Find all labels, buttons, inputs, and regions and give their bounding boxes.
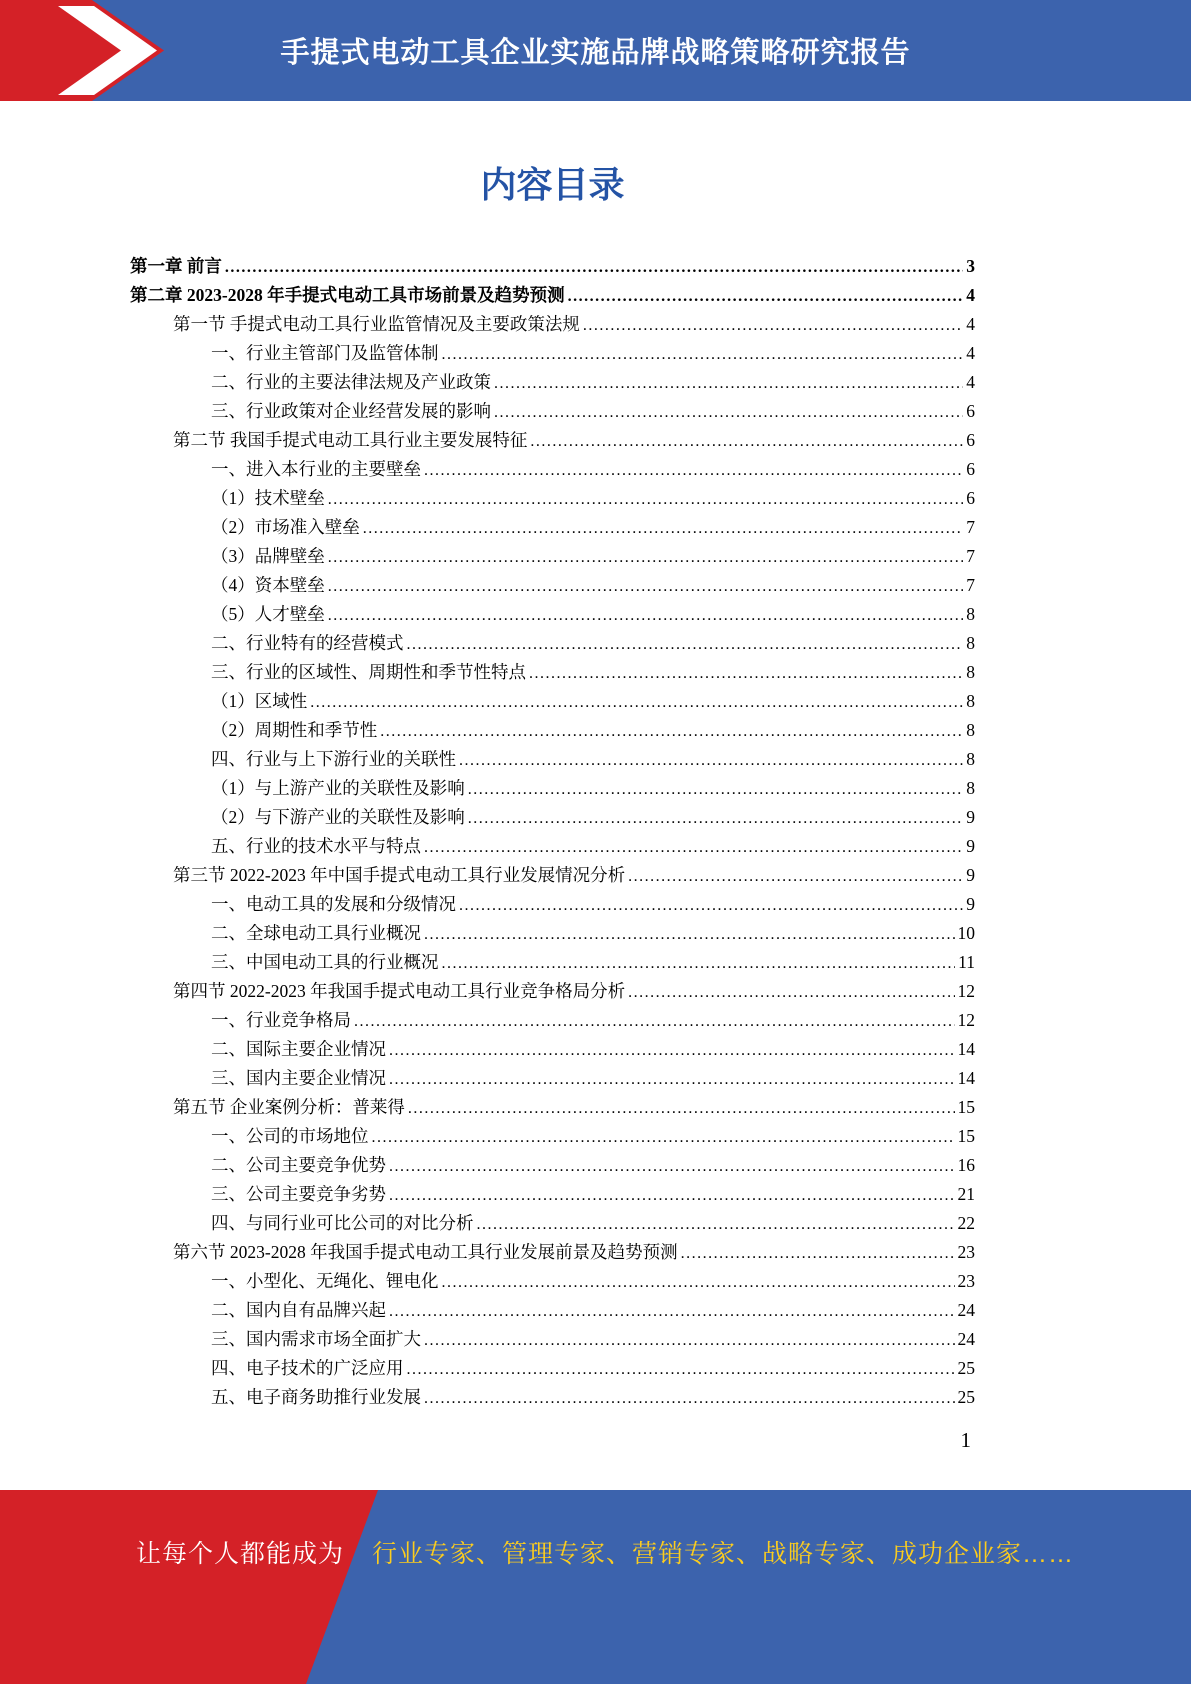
toc-entry[interactable]: [130, 629, 975, 658]
toc-entry-text: 二、行业特有的经营模式: [211, 633, 404, 653]
toc-entry[interactable]: [130, 426, 975, 455]
toc-dot-leader: [328, 571, 964, 601]
toc-dot-leader: [494, 368, 963, 398]
toc-entry-page: 3: [966, 256, 975, 276]
toc-dot-leader: [530, 426, 963, 456]
toc-entry-text: （2）与下游产业的关联性及影响: [211, 807, 465, 827]
toc-entry-page: 15: [957, 1097, 975, 1117]
toc-dot-leader: [424, 1325, 955, 1355]
toc-entry[interactable]: [130, 1006, 975, 1035]
toc-entry[interactable]: [130, 281, 975, 310]
footer-slogan-left: 让每个人都能成为: [136, 1540, 345, 1568]
toc-entry[interactable]: [130, 658, 975, 687]
toc-entry[interactable]: [130, 1209, 975, 1238]
toc-entry-page: 11: [958, 952, 975, 972]
toc-entry[interactable]: [130, 745, 975, 774]
toc-entry[interactable]: [130, 1296, 975, 1325]
toc-entry[interactable]: [130, 368, 975, 397]
document-page: [130, 101, 975, 1453]
toc-dot-leader: [380, 716, 963, 746]
toc-dot-leader: [468, 803, 964, 833]
toc-entry-page: 14: [957, 1068, 975, 1088]
toc-entry-text: （1）与上游产业的关联性及影响: [211, 778, 465, 798]
toc-entry-page: 6: [966, 430, 975, 450]
toc-entry-text: 三、国内需求市场全面扩大: [211, 1329, 421, 1349]
footer-banner: [0, 1490, 1191, 1684]
toc-entry-text: 二、国际主要企业情况: [211, 1039, 386, 1059]
toc-dot-leader: [407, 1354, 955, 1384]
toc-entry-text: 第三节 2022-2023 年中国手提式电动工具行业发展情况分析: [173, 865, 626, 885]
toc-entry-page: 9: [966, 807, 975, 827]
footer-red-shape: [0, 1490, 378, 1684]
toc-entry-page: 7: [966, 546, 975, 566]
toc-dot-leader: [583, 310, 963, 340]
toc-entry-page: 12: [957, 1010, 975, 1030]
toc-entry-text: 一、进入本行业的主要壁垒: [211, 459, 421, 479]
toc-entry-page: 21: [957, 1184, 975, 1204]
toc-entry-text: 一、公司的市场地位: [211, 1126, 369, 1146]
toc-entry-page: 12: [957, 981, 975, 1001]
toc-entry[interactable]: [130, 513, 975, 542]
toc-entry-text: 三、中国电动工具的行业概况: [211, 952, 439, 972]
toc-entry-page: 7: [966, 575, 975, 595]
page-number: 1: [960, 1428, 971, 1452]
toc-entry-page: 16: [957, 1155, 975, 1175]
toc-dot-leader: [328, 600, 964, 630]
toc-entry-text: 二、国内自有品牌兴起: [211, 1300, 386, 1320]
toc-entry-page: 8: [966, 749, 975, 769]
toc-entry[interactable]: [130, 861, 975, 890]
toc-entry-text: 四、电子技术的广泛应用: [211, 1358, 404, 1378]
toc-entry[interactable]: [130, 919, 975, 948]
toc-entry[interactable]: [130, 455, 975, 484]
toc-entry-text: 一、小型化、无绳化、锂电化: [211, 1271, 439, 1291]
toc-dot-leader: [442, 948, 956, 978]
toc-entry-text: 第五节 企业案例分析：普莱得: [173, 1097, 405, 1117]
toc-list: [130, 252, 975, 1412]
toc-dot-leader: [459, 745, 963, 775]
toc-entry[interactable]: [130, 1267, 975, 1296]
toc-entry-text: 五、行业的技术水平与特点: [211, 836, 421, 856]
toc-entry[interactable]: [130, 1064, 975, 1093]
toc-entry-page: 6: [966, 401, 975, 421]
toc-entry-page: 14: [957, 1039, 975, 1059]
toc-dot-leader: [442, 1267, 955, 1297]
toc-dot-leader: [354, 1006, 955, 1036]
toc-entry-page: 6: [966, 459, 975, 479]
toc-entry-page: 4: [966, 285, 975, 305]
toc-entry-page: 6: [966, 488, 975, 508]
toc-entry[interactable]: [130, 397, 975, 426]
toc-dot-leader: [424, 832, 963, 862]
toc-entry-text: （1）区域性: [211, 691, 308, 711]
toc-dot-leader: [328, 484, 964, 514]
toc-entry-text: 四、行业与上下游行业的关联性: [211, 749, 456, 769]
toc-entry-text: 第六节 2023-2028 年我国手提式电动工具行业发展前景及趋势预测: [173, 1242, 678, 1262]
toc-entry-text: 第二节 我国手提式电动工具行业主要发展特征: [173, 430, 528, 450]
toc-entry-page: 15: [957, 1126, 975, 1146]
toc-entry-page: 25: [957, 1387, 975, 1407]
toc-dot-leader: [459, 890, 963, 920]
toc-dot-leader: [389, 1151, 955, 1181]
report-title: 手提式电动工具企业实施品牌战略策略研究报告: [280, 37, 911, 69]
toc-dot-leader: [328, 542, 964, 572]
toc-entry[interactable]: [130, 1180, 975, 1209]
toc-entry[interactable]: [130, 1093, 975, 1122]
toc-entry[interactable]: [130, 1383, 975, 1412]
footer-slogan-right: 行业专家、管理专家、营销专家、战略专家、成功企业家……: [372, 1540, 1075, 1568]
toc-entry-text: 一、行业竞争格局: [211, 1010, 351, 1030]
toc-dot-leader: [424, 455, 963, 485]
toc-entry-text: （3）品牌壁垒: [211, 546, 325, 566]
toc-entry-page: 24: [957, 1329, 975, 1349]
toc-entry[interactable]: [130, 1325, 975, 1354]
toc-entry-page: 8: [966, 778, 975, 798]
toc-dot-leader: [477, 1209, 955, 1239]
toc-entry-page: 22: [957, 1213, 975, 1233]
toc-title: 内容目录: [480, 165, 625, 205]
toc-entry-page: 7: [966, 517, 975, 537]
toc-dot-leader: [468, 774, 964, 804]
toc-dot-leader: [407, 629, 964, 659]
toc-entry-text: 第二章 2023-2028 年手提式电动工具市场前景及趋势预测: [130, 285, 565, 305]
toc-entry[interactable]: [130, 1122, 975, 1151]
toc-entry[interactable]: [130, 977, 975, 1006]
toc-entry-page: 8: [966, 720, 975, 740]
toc-entry-text: 三、公司主要竞争劣势: [211, 1184, 386, 1204]
toc-dot-leader: [529, 658, 963, 688]
toc-entry-text: 三、行业政策对企业经营发展的影响: [211, 401, 491, 421]
toc-dot-leader: [442, 339, 964, 369]
toc-dot-leader: [389, 1296, 955, 1326]
toc-entry[interactable]: [130, 774, 975, 803]
toc-entry-page: 8: [966, 691, 975, 711]
toc-entry-page: 8: [966, 633, 975, 653]
toc-entry-page: 23: [957, 1242, 975, 1262]
toc-entry-page: 23: [957, 1271, 975, 1291]
toc-entry[interactable]: [130, 832, 975, 861]
toc-entry[interactable]: [130, 484, 975, 513]
toc-entry-page: 8: [966, 662, 975, 682]
toc-entry[interactable]: [130, 1151, 975, 1180]
toc-dot-leader: [568, 281, 964, 311]
toc-entry-page: 8: [966, 604, 975, 624]
toc-dot-leader: [628, 861, 963, 891]
toc-dot-leader: [408, 1093, 955, 1123]
toc-dot-leader: [389, 1035, 955, 1065]
toc-entry-text: 第一节 手提式电动工具行业监管情况及主要政策法规: [173, 314, 580, 334]
toc-entry-page: 4: [966, 314, 975, 334]
header-banner: [0, 0, 1191, 101]
toc-entry[interactable]: [130, 716, 975, 745]
toc-entry-page: 9: [966, 836, 975, 856]
toc-dot-leader: [363, 513, 964, 543]
toc-dot-leader: [628, 977, 954, 1007]
toc-entry[interactable]: [130, 948, 975, 977]
toc-entry-text: （2）周期性和季节性: [211, 720, 378, 740]
toc-entry[interactable]: [130, 890, 975, 919]
toc-entry[interactable]: [130, 542, 975, 571]
toc-entry-text: 二、行业的主要法律法规及产业政策: [211, 372, 491, 392]
toc-entry-text: 第四节 2022-2023 年我国手提式电动工具行业竞争格局分析: [173, 981, 626, 1001]
toc-entry-page: 9: [966, 865, 975, 885]
toc-entry-text: 三、行业的区域性、周期性和季节性特点: [211, 662, 526, 682]
toc-entry-text: 三、国内主要企业情况: [211, 1068, 386, 1088]
toc-entry-text: （1）技术壁垒: [211, 488, 325, 508]
toc-entry-page: 10: [957, 923, 975, 943]
toc-entry-page: 9: [966, 894, 975, 914]
toc-entry-page: 25: [957, 1358, 975, 1378]
toc-entry[interactable]: [130, 1035, 975, 1064]
toc-entry-page: 4: [966, 343, 975, 363]
toc-entry-text: 一、行业主管部门及监管体制: [211, 343, 439, 363]
toc-entry[interactable]: [130, 571, 975, 600]
toc-entry-page: 24: [957, 1300, 975, 1320]
toc-entry-text: （2）市场准入壁垒: [211, 517, 360, 537]
toc-entry-text: （4）资本壁垒: [211, 575, 325, 595]
toc-dot-leader: [494, 397, 963, 427]
toc-entry[interactable]: [130, 1238, 975, 1267]
toc-dot-leader: [372, 1122, 955, 1152]
toc-dot-leader: [310, 687, 963, 717]
toc-dot-leader: [389, 1180, 955, 1210]
toc-entry-text: 五、电子商务助推行业发展: [211, 1387, 421, 1407]
toc-dot-leader: [681, 1238, 955, 1268]
toc-dot-leader: [225, 252, 963, 282]
toc-entry[interactable]: [130, 803, 975, 832]
toc-entry-text: 第一章 前言: [130, 256, 222, 276]
toc-entry-text: 一、电动工具的发展和分级情况: [211, 894, 456, 914]
toc-dot-leader: [389, 1064, 955, 1094]
toc-entry-text: 四、与同行业可比公司的对比分析: [211, 1213, 474, 1233]
toc-entry[interactable]: [130, 1354, 975, 1383]
toc-dot-leader: [424, 1383, 955, 1413]
toc-entry[interactable]: [130, 310, 975, 339]
toc-entry[interactable]: [130, 687, 975, 716]
toc-entry[interactable]: [130, 252, 975, 281]
toc-entry[interactable]: [130, 339, 975, 368]
toc-entry-text: 二、全球电动工具行业概况: [211, 923, 421, 943]
toc-entry-text: （5）人才壁垒: [211, 604, 325, 624]
toc-dot-leader: [424, 919, 955, 949]
toc-entry-page: 4: [966, 372, 975, 392]
toc-entry-text: 二、公司主要竞争优势: [211, 1155, 386, 1175]
toc-entry[interactable]: [130, 600, 975, 629]
